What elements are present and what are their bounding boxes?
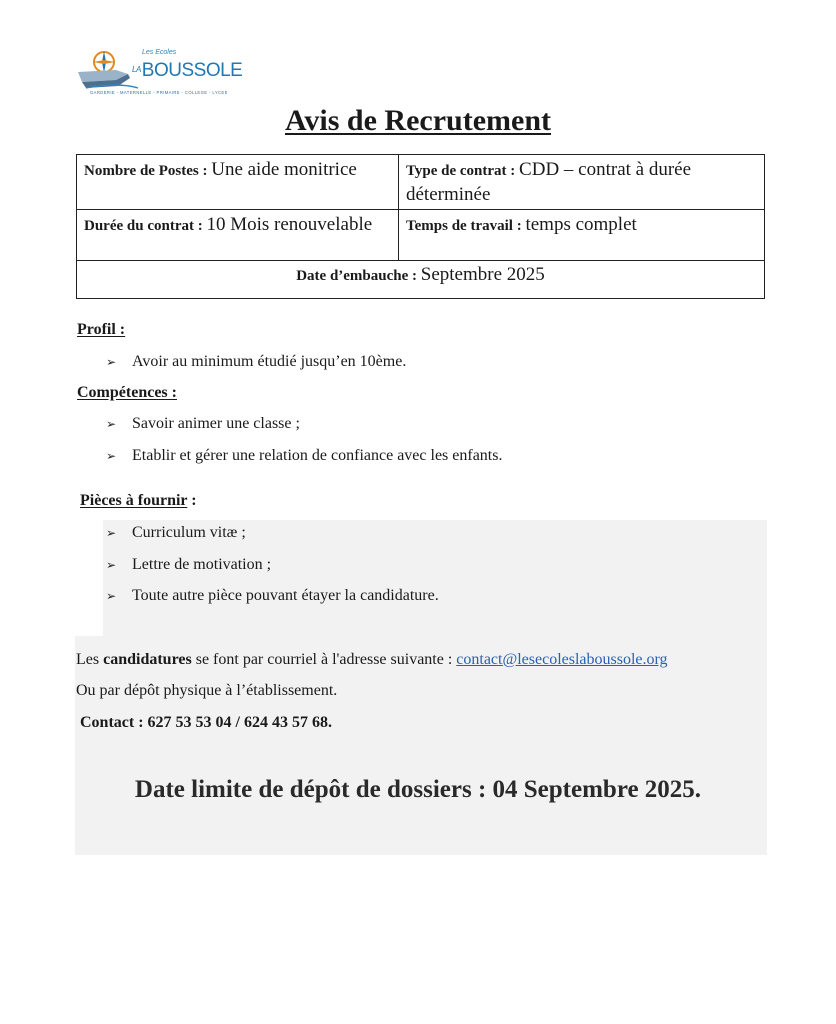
arrow-bullet-icon: ➢ xyxy=(106,589,117,603)
temps-value: temps complet xyxy=(525,214,637,235)
cell-postes: Nombre de Postes : Une aide monitrice xyxy=(77,155,399,210)
postes-value: Une aide monitrice xyxy=(211,159,357,180)
page-title: Avis de Recrutement xyxy=(284,104,552,137)
arrow-bullet-icon: ➢ xyxy=(106,355,117,369)
pieces-heading-row: Pièces à fournir : xyxy=(80,492,197,509)
pieces-item-2: ➢ Lettre de motivation ; xyxy=(106,556,272,573)
postes-label: Nombre de Postes xyxy=(84,163,199,179)
contrat-label: Type de contrat xyxy=(406,163,507,179)
logo-tagline: GARDERIE - MATERNELLE - PRIMAIRE - COLLEGE - LYCEE xyxy=(90,90,228,95)
cell-contrat: Type de contrat : CDD – contrat à durée déterminée xyxy=(399,155,765,210)
deadline-notice: Date limite de dépôt de dossiers : 04 Septembre 2025. xyxy=(134,776,702,803)
arrow-bullet-icon: ➢ xyxy=(106,526,117,540)
candidature-line: Les candidatures se font par courriel à l'adresse suivante : contact@lesecoleslaboussole.org xyxy=(76,651,668,668)
profil-heading: Profil : xyxy=(77,321,126,338)
profil-item-1: ➢ Avoir au minimum étudié jusqu’en 10ème. xyxy=(106,353,407,370)
logo-name-text: BOUSSOLE xyxy=(141,60,243,81)
school-logo xyxy=(76,48,243,100)
embauche-label: Date d’embauche xyxy=(296,268,409,284)
cell-duree: Durée du contrat : 10 Mois renouvelable xyxy=(77,210,399,261)
duree-label: Durée du contrat xyxy=(84,218,194,234)
competences-item-2: ➢ Etablir et gérer une relation de confiance avec les enfants. xyxy=(106,447,503,464)
duree-value: 10 Mois renouvelable xyxy=(206,214,373,235)
competences-item-1: ➢ Savoir animer une classe ; xyxy=(106,415,300,432)
logo-prefix: LA xyxy=(132,65,141,74)
depot-line: Ou par dépôt physique à l’établissement. xyxy=(76,682,338,699)
contact-line: Contact : 627 53 53 04 / 624 43 57 68. xyxy=(80,714,332,731)
cell-embauche: Date d’embauche : Septembre 2025 xyxy=(77,261,765,299)
contact-email-link[interactable]: contact@lesecoleslaboussole.org xyxy=(456,651,668,668)
competences-heading: Compétences : xyxy=(77,384,177,401)
arrow-bullet-icon: ➢ xyxy=(106,558,117,572)
arrow-bullet-icon: ➢ xyxy=(106,417,117,431)
pieces-item-1: ➢ Curriculum vitæ ; xyxy=(106,524,246,541)
embauche-value: Septembre 2025 xyxy=(420,264,545,285)
logo-name xyxy=(132,60,242,82)
job-info-table xyxy=(76,154,765,299)
logo-small-text: Les Ecoles xyxy=(142,49,177,56)
pieces-item-3: ➢ Toute autre pièce pouvant étayer la candidature. xyxy=(106,587,439,604)
arrow-bullet-icon: ➢ xyxy=(106,449,117,463)
pieces-heading: Pièces à fournir xyxy=(80,492,188,509)
temps-label: Temps de travail xyxy=(406,218,513,234)
contrat-value: CDD – contrat à durée déterminée xyxy=(406,159,692,205)
cell-temps: Temps de travail : temps complet xyxy=(399,210,765,261)
